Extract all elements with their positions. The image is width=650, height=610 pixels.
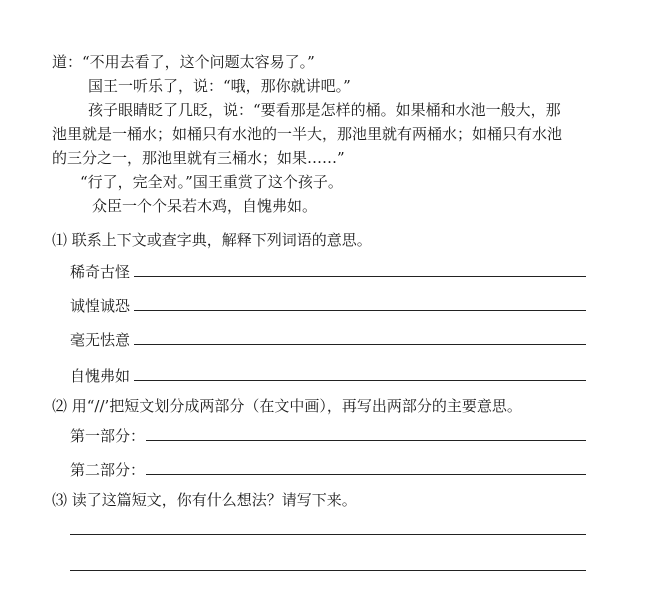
q2-part-1-label: 第一部分： <box>70 427 146 445</box>
q1-term-3: 毫无怯意 <box>70 331 131 349</box>
q1-term-2: 诚惶诚恐 <box>70 297 131 315</box>
q2-part-1-line[interactable] <box>146 440 586 441</box>
q1-answer-line-4[interactable] <box>134 380 586 381</box>
passage-line-4: 池里就是一桶水；如桶只有水池的一半大，那池里就有两桶水；如桶只有水池 <box>52 125 563 143</box>
question-1-prompt: ⑴ 联系上下文或查字典，解释下列词语的意思。 <box>52 231 372 249</box>
question-2-prompt: ⑵ 用“//’把短文划分成两部分（在文中画），再写出两部分的主要意思。 <box>52 397 522 415</box>
passage-line-6: “行了，完全对。”国王重赏了这个孩子。 <box>80 173 343 191</box>
passage-line-3: 孩子眼睛眨了几眨，说：“要看那是怎样的桶。如果桶和水池一般大，那 <box>88 101 561 119</box>
q1-answer-line-2[interactable] <box>134 310 586 311</box>
q2-part-2-line[interactable] <box>146 474 586 475</box>
q3-answer-line-1[interactable] <box>70 534 586 535</box>
q2-part-2-label: 第二部分： <box>70 461 146 479</box>
passage-line-7: 众臣一个个呆若木鸡，自愧弗如。 <box>92 197 318 215</box>
q3-answer-line-2[interactable] <box>70 570 586 571</box>
passage-line-1: 道：“不用去看了，这个问题太容易了。” <box>52 53 315 71</box>
passage-line-2: 国王一听乐了，说：“哦，那你就讲吧。” <box>88 77 351 95</box>
passage-line-5: 的三分之一，那池里就有三桶水；如果……” <box>52 149 345 167</box>
q1-term-4: 自愧弗如 <box>70 367 131 385</box>
q1-term-1: 稀奇古怪 <box>70 263 131 281</box>
question-3-prompt: ⑶ 读了这篇短文，你有什么想法？请写下来。 <box>52 491 357 509</box>
q1-answer-line-1[interactable] <box>134 276 586 277</box>
q1-answer-line-3[interactable] <box>134 344 586 345</box>
